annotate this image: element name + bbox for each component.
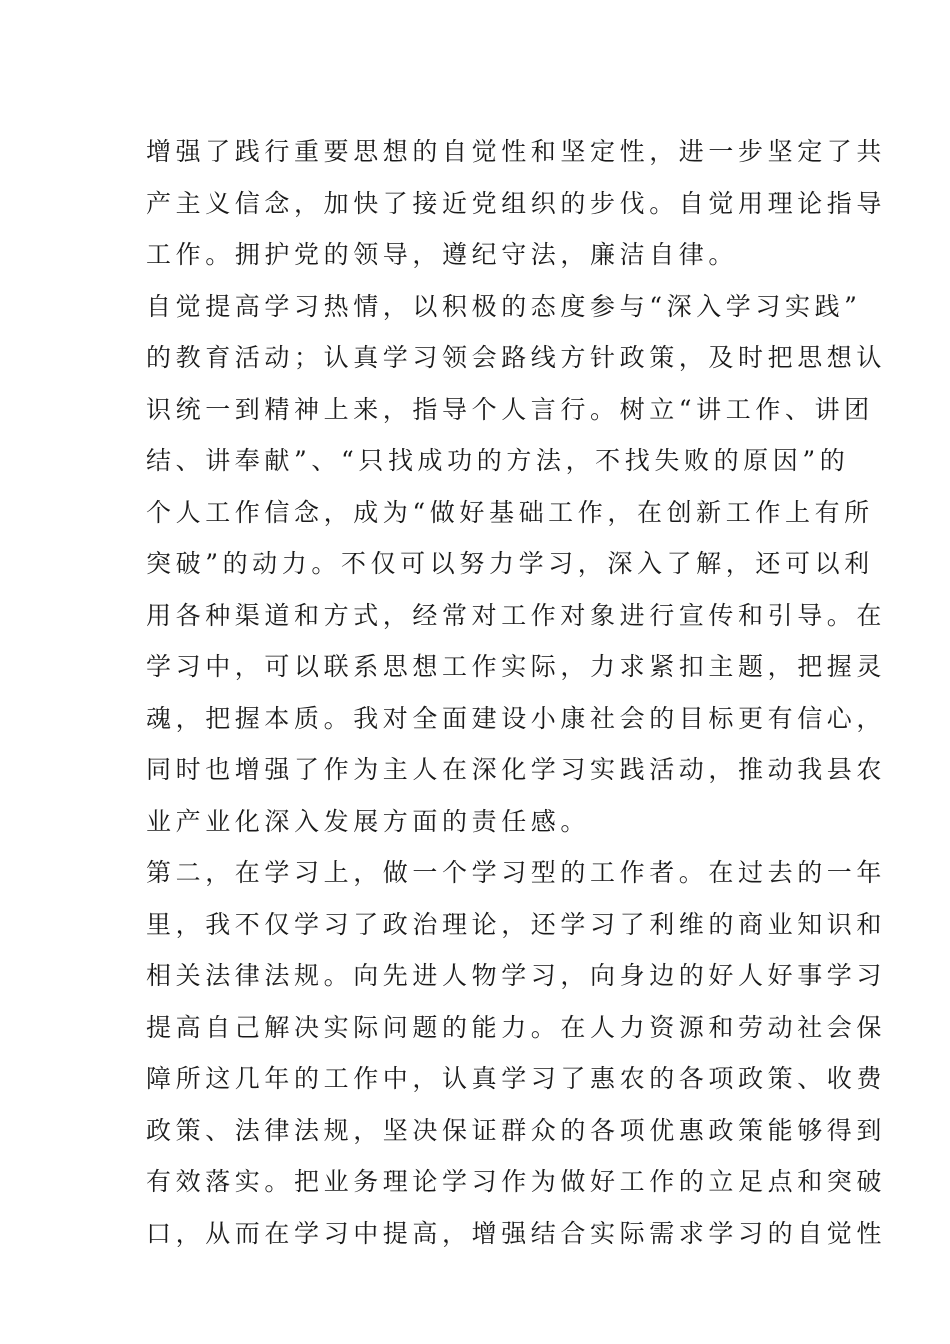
text-line: 同时也增强了作为主人在深化学习实践活动，推动我县农 — [146, 755, 887, 784]
text-line: 政策、法律法规，坚决保证群众的各项优惠政策能够得到 — [146, 1115, 887, 1145]
text-line: 增强了践行重要思想的自觉性和坚定性，进一步坚定了共 — [146, 137, 887, 166]
text-line: 相关法律法规。向先进人物学习，向身边的好人好事学习 — [146, 961, 887, 990]
text-line: 魂，把握本质。我对全面建设小康社会的目标更有信心， — [146, 703, 887, 733]
text-line: 突破”的动力。不仅可以努力学习，深入了解，还可以利 — [146, 549, 874, 578]
text-line: 个人工作信念，成为“做好基础工作，在创新工作上有所 — [146, 497, 874, 527]
text-line: 障所这几年的工作中，认真学习了惠农的各项政策、收费 — [146, 1064, 887, 1093]
text-line: 提高自己解决实际问题的能力。在人力资源和劳动社会保 — [146, 1012, 887, 1042]
text-line: 工作。拥护党的领导，遵纪守法，廉洁自律。 — [146, 240, 739, 269]
text-line: 里，我不仅学习了政治理论，还学习了利维的商业知识和 — [146, 909, 887, 939]
text-line: 结、讲奉献”、“只找成功的方法，不找失败的原因”的 — [146, 446, 850, 475]
text-line: 口，从而在学习中提高，增强结合实际需求学习的自觉性 — [146, 1218, 887, 1248]
text-line: 自觉提高学习热情，以积极的态度参与“深入学习实践” — [146, 291, 862, 321]
text-line: 有效落实。把业务理论学习作为做好工作的立足点和突破 — [146, 1167, 887, 1196]
text-line: 业产业化深入发展方面的责任感。 — [146, 806, 591, 836]
text-line: 学习中，可以联系思想工作实际，力求紧扣主题，把握灵 — [146, 652, 887, 681]
text-line: 第二，在学习上，做一个学习型的工作者。在过去的一年 — [146, 858, 887, 887]
text-line: 用各种渠道和方式，经常对工作对象进行宣传和引导。在 — [146, 600, 887, 630]
text-line: 产主义信念，加快了接近党组织的步伐。自觉用理论指导 — [146, 188, 887, 218]
text-line: 识统一到精神上来，指导个人言行。树立“讲工作、讲团 — [146, 394, 874, 424]
text-line: 的教育活动；认真学习领会路线方针政策，及时把思想认 — [146, 343, 887, 372]
body-text — [146, 126, 887, 1259]
